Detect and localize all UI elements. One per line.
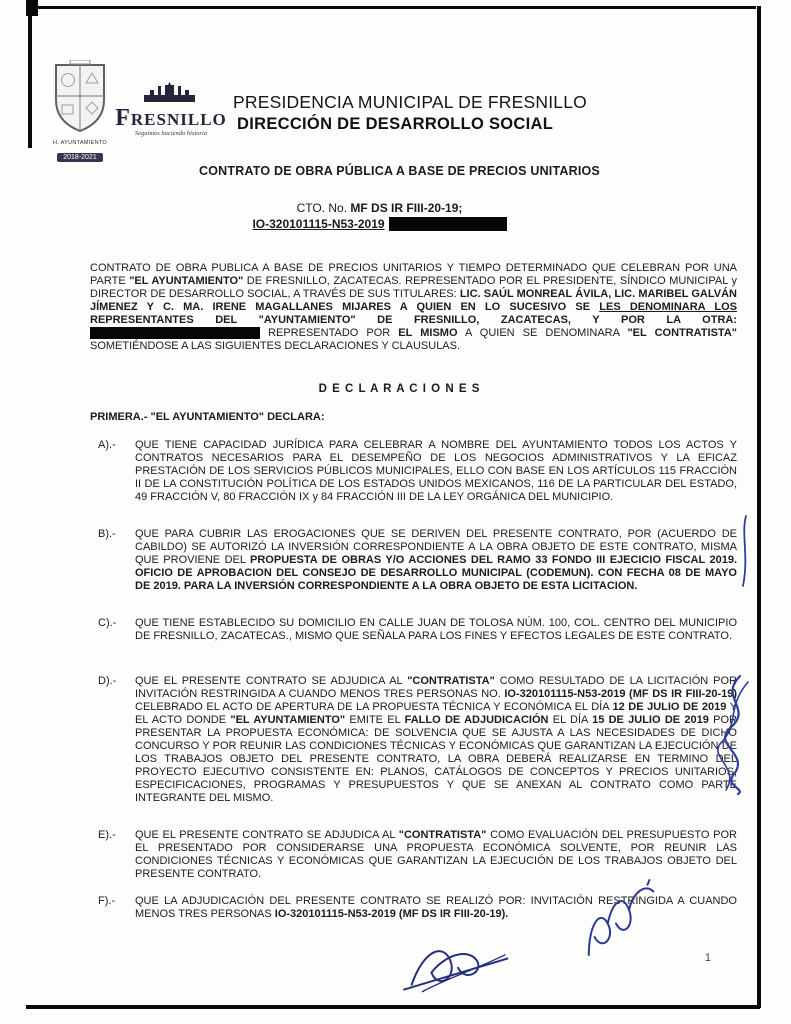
shield-caption: H. AYUNTAMIENTO xyxy=(52,140,107,146)
letterhead xyxy=(233,0,737,134)
contract-number-block xyxy=(56,200,703,232)
clauses xyxy=(90,439,737,921)
fresnillo-wordmark: Fresnillo xyxy=(115,105,227,131)
contract-title: CONTRATO DE OBRA PÚBLICA A BASE DE PRECIOS UNITARIOS xyxy=(199,164,600,178)
clause-label: D).- xyxy=(98,675,117,687)
clause-text: QUE EL PRESENTE CONTRATO SE ADJUDICA AL "CONTRATISTA" COMO EVALUACIÓN DEL PRESUPUESTO POR EL PRESENTADO POR CONSIDERARSE UNA PROPUESTA ECONÓMICA SOLVENTE, POR REUNIR LAS CONDICIONES TÉCNICAS Y ECONÓMICAS QUE GARANTIZAN LA EJECUCIÓN DE LOS TRABAJOS OBJETO DEL PRESENTE CONTRATO. xyxy=(135,829,737,880)
intro-paragraph: CONTRATO DE OBRA PUBLICA A BASE DE PRECIOS UNITARIOS Y TIEMPO DETERMINADO QUE CELEBRAN POR UNA PARTE "EL AYUNTAMIENTO" DE FRESNILLO, ZACATECAS. REPRESENTADO POR EL PRESIDENTE, SÍNDICO MUNICIPAL y DIRECTOR DE DESARROLLO SOCIAL, A TRAVÉS DE SUS TITULARES: LIC. SAÚL MONREAL ÁVILA, LIC. MARIBEL GALVÁN JÍMENEZ Y C. MA. IRENE MAGALLANES MIJARES A QUIEN EN LO SUCESIVO SE LES DENOMINARA LOS REPRESENTANTES DEL "AYUNTAMIENTO" DE FRESNILLO, ZACATECAS, Y POR LA OTRA: REPRESENTADO POR EL MISMO A QUIEN SE DENOMINARA "EL CONTRATISTA" SOMETIÉNDOSE A LAS SIGUIENTES DECLARACIONES Y CLAUSULAS. xyxy=(90,262,737,352)
clause-text: QUE LA ADJUDICACIÓN DEL PRESENTE CONTRATO SE REALIZÓ POR: INVITACIÓN RESTRINGIDA A CUANDO MENOS TRES PERSONAS IO-320101115-N53-2019 (MF DS IR FIII-20-19). xyxy=(135,895,737,920)
shield-years-banner: 2018-2021 xyxy=(57,153,102,162)
clause-label: E).- xyxy=(98,829,116,841)
signature-bottom-center xyxy=(397,932,514,1001)
primera-heading: PRIMERA.- "EL AYUNTAMIENTO" DECLARA: xyxy=(90,411,325,423)
clause-label: C).- xyxy=(98,617,117,629)
contract-number-prefix: CTO. No. xyxy=(296,201,351,215)
contract-number-line2 xyxy=(56,216,703,232)
clause-text: QUE TIENE CAPACIDAD JURÍDICA PARA CELEBRAR A NOMBRE DEL AYUNTAMIENTO TODOS LOS ACTOS Y CONTRATOS NECESARIOS PARA EL DESEMPEÑO DE LOS NEGOCIOS ADMINISTRATIVOS Y LA EFICAZ PRESTACIÓN DE LOS SERVICIOS PÚBLICOS MUNICIPALES, ELLO CON BASE EN LOS ARTÍCULOS 115 FRACCIÓN II DE LA CONSTITUCIÓN POLÍTICA DE LOS ESTADOS UNIDOS MEXICANOS, 116 DE LA PARTICULAR DEL ESTADO, 49 FRACCIÓN V, 80 FRACCIÓN IX y 84 FRACCIÓN III DE LA LEY ORGÁNICA DEL MUNICIPIO. xyxy=(135,439,737,503)
contract-number-line1 xyxy=(56,200,703,216)
letterhead-line2: DIRECCIÓN DE DESARROLLO SOCIAL xyxy=(237,115,554,133)
clause-label: A).- xyxy=(98,439,116,451)
clause-row xyxy=(90,829,737,881)
contract-number-value: MF DS IR FIII-20-19; xyxy=(350,201,463,215)
redaction-box xyxy=(90,327,260,339)
declarations-heading: D E C L A R A C I O N E S xyxy=(318,383,481,395)
clause-row xyxy=(90,528,737,593)
tender-number-value: IO-320101115-N53-2019 xyxy=(252,217,385,231)
clause-row xyxy=(90,439,737,504)
page-number: 1 xyxy=(704,952,711,964)
clause-label: B).- xyxy=(98,528,116,540)
clause-text: QUE PARA CUBRIR LAS EROGACIONES QUE SE DERIVEN DEL PRESENTE CONTRATO, POR (ACUERDO DE CABILDO) SE AUTORIZÓ LA INVERSIÓN CORRESPONDIENTE A LA OBRA OBJETO DE ESTE CONTRATO, MISMA QUE PROVIENE DEL PROPUESTA DE OBRAS Y/O ACCIONES DEL RAMO 33 FONDO III EJECICIO FISCAL 2019. OFICIO DE APROBACION DEL CONSEJO DE DESARROLLO MUNICIPAL (CODEMUN). CON FECHA 08 DE MAYO DE 2019. PARA LA INVERSIÓN CORRESPONDIENTE A LA OBRA OBJETO DE ESTA LICITACION. xyxy=(135,528,737,592)
clause-row xyxy=(90,675,737,805)
clause-row xyxy=(90,617,737,643)
scan-edge-bottom xyxy=(26,1005,760,1009)
clause-text: QUE TIENE ESTABLECIDO SU DOMICILIO EN CALLE JUAN DE TOLOSA NÚM. 100, COL. CENTRO DEL MUNICIPIO DE FRESNILLO, ZACATECAS., MISMO QUE SEÑALA PARA LOS FINES Y EFECTOS LEGALES DE ESTE CONTRATO. xyxy=(135,617,737,642)
clause-label: F).- xyxy=(98,895,116,907)
clause-row xyxy=(90,895,737,921)
fresnillo-tagline: Seguimos haciendo historia xyxy=(134,130,208,137)
redaction-box xyxy=(389,217,507,231)
clause-text: QUE EL PRESENTE CONTRATO SE ADJUDICA AL "CONTRATISTA" COMO RESULTADO DE LA LICITACIÓN POR INVITACIÓN RESTRINGIDA A CUANDO MENOS TRES PERSONAS NO. IO-320101115-N53-2019 (MF DS IR FIII-20-19) CELEBRADO EL ACTO DE APERTURA DE LA PROPUESTA TÉCNICA Y ECONÓMICA EL DÍA 12 DE JULIO DE 2019 Y EL ACTO DONDE "EL AYUNTAMIENTO" EMITE EL FALLO DE ADJUDICACIÓN EL DÍA 15 DE JULIO DE 2019 POR PRESENTAR LA PROPUESTA ECONÓMICA: DE SOLVENCIA QUE SE AJUSTA A LAS NECESIDADES DE DICHO CONCURSO Y POR REUNIR LAS CONDICIONES TÉCNICAS Y ECONÓMICAS QUE GARANTIZAN LA EJECUCIÓN DE LOS TRABAJOS OBJETO DEL PRESENTE CONTRATO, LA OBRA DEBERÁ REALIZARSE EN TERMINO DEL PROYECTO EJECUTIVO CONSISTENTE EN: PLANOS, CATÁLOGOS DE CONCEPTOS Y PRECIOS UNITARIOS, ESPECIFICACIONES, PROGRAMAS Y PRESUPUESTOS Y QUE SE ANEXAN AL CONTRATO COMO PARTE INTEGRANTE DEL MISMO. xyxy=(135,675,738,804)
letterhead-line1: PRESIDENCIA MUNICIPAL DE FRESNILLO xyxy=(233,92,587,112)
